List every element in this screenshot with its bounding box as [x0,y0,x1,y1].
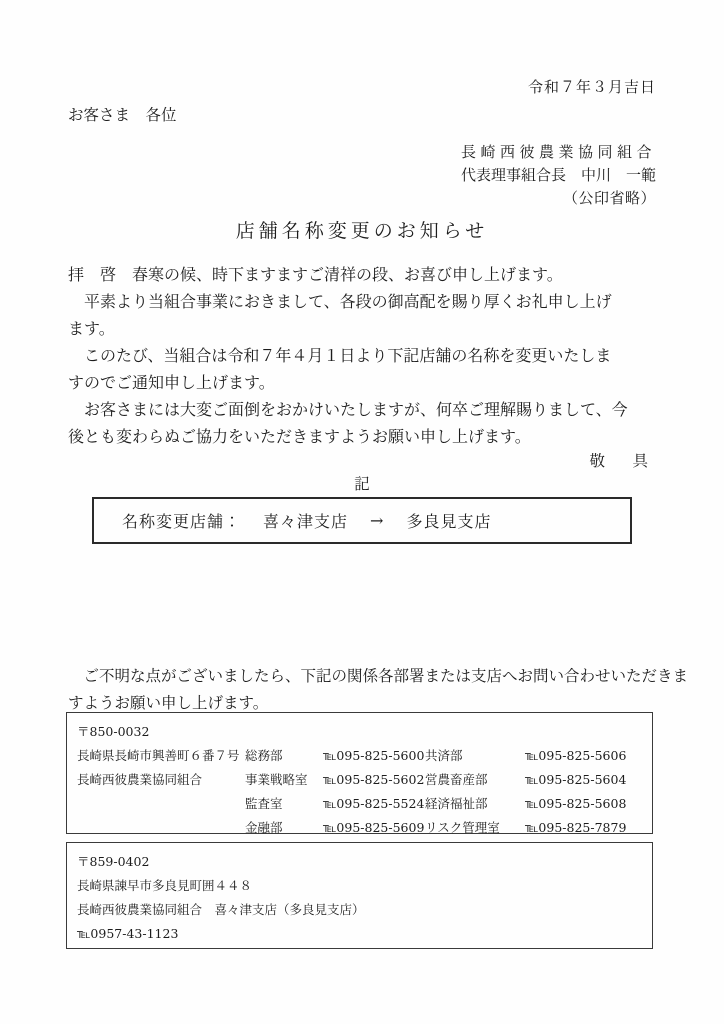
head-office-directory [77,744,642,840]
department-tel: ℡095-825-5602 [323,772,425,787]
body-line: お客さまには大変ご面倒をおかけいたしますが、何卒ご理解賜りまして、今 [68,400,628,419]
department-tel: ℡095-825-5606 [525,748,627,763]
body-line: 拝 啓 春寒の候、時下ますますご清祥の段、お喜び申し上げます。 [68,265,563,284]
branch-organization: 長崎西彼農業協同組合 喜々津支店（多良見支店） [77,902,365,917]
seal-omitted-note: （公印省略） [562,189,656,207]
body-line: ます。 [68,319,115,338]
contact-note [68,663,689,717]
department-tel: ℡095-825-5609 [323,820,425,835]
department-name: 共済部 [425,748,463,763]
contact-note-line: すようお願い申し上げます。 [68,694,269,712]
department-name: 経済福祉部 [425,796,488,811]
closing-salutation: 敬 具 [589,452,654,470]
sender-block [461,141,656,210]
department-tel: ℡095-825-7879 [525,820,627,835]
head-office-postal: 〒850-0032 [77,724,150,739]
body-text [68,261,660,450]
document-title: 店舗名称変更のお知らせ [235,220,489,242]
office-address-line: 長崎県長崎市興善町６番７号 [77,748,240,763]
office-address-line: 長崎西彼農業協同組合 [77,772,203,787]
department-name: 総務部 [245,748,283,763]
head-office-box [66,712,653,834]
sender-organization: 長崎西彼農業協同組合 [460,143,656,161]
document-date: 令和７年３月吉日 [527,78,656,96]
department-name: 金融部 [245,820,283,835]
office-address-line [77,816,245,840]
department-name: 監査室 [245,796,283,811]
department-tel: ℡095-825-5524 [323,796,425,811]
branch-tel: ℡0957-43-1123 [77,926,179,941]
change-label: 名称変更店舗： [122,512,242,531]
contact-note-line: ご不明な点がございましたら、下記の関係各部署または支店へお問い合わせいただきま [68,667,689,685]
arrow-icon: → [370,511,385,530]
body-line: 後とも変わらぬご協力をいただきますようお願い申し上げます。 [68,427,531,446]
department-name: 営農畜産部 [425,772,488,787]
department-name: リスク管理室 [425,820,500,835]
branch-address: 長崎県諌早市多良見町囲４４８ [77,878,253,893]
notice-marker: 記 [354,475,370,493]
department-tel: ℡095-825-5600 [323,748,425,763]
new-store-name: 多良見支店 [406,512,492,531]
branch-postal: 〒859-0402 [77,854,150,869]
body-line: すのでご通知申し上げます。 [68,373,275,392]
office-address-line [77,792,245,816]
recipient-line: お客さま 各位 [68,106,177,124]
body-line: 平素より当組合事業におきまして、各段の御高配を賜り厚くお礼申し上げ [68,292,612,311]
branch-box [66,842,653,949]
name-change-box [92,497,632,544]
sender-representative: 代表理事組合長 中川 一範 [460,166,656,184]
body-line: このたび、当組合は令和７年４月１日より下記店舗の名称を変更いたしま [68,346,612,365]
department-name: 事業戦略室 [245,772,308,787]
department-tel: ℡095-825-5604 [525,772,627,787]
department-tel: ℡095-825-5608 [525,796,627,811]
old-store-name: 喜々津支店 [263,512,349,531]
